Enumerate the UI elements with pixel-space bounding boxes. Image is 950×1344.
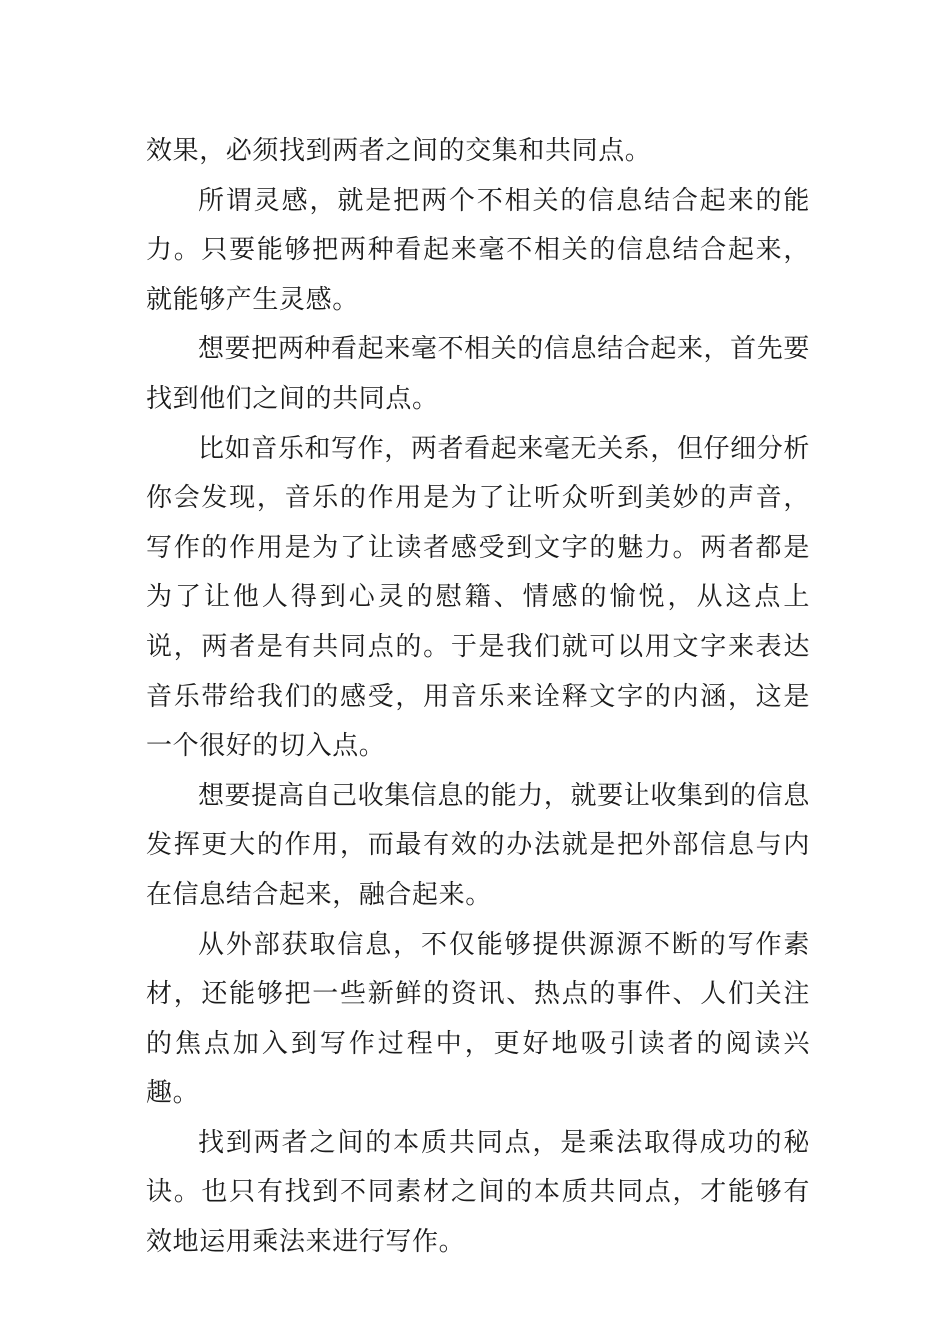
paragraph-common-ground: 想要把两种看起来毫不相关的信息结合起来，首先要找到他们之间的共同点。 [146, 334, 810, 414]
document-body [146, 127, 810, 1268]
paragraph-music-writing-example: 比如音乐和写作，两者看起来毫无关系，但仔细分析你会发现，音乐的作用是为了让听众听到美妙的声音，写作的作用是为了让读者感受到文字的魅力。两者都是为了让他人得到心灵的慰籍、情感的愉悦，从这点上说，两者是有共同点的。于是我们就可以用文字来表达音乐带给我们的感受，用音乐来诠释文字的内涵，这是一个很好的切入点。 [146, 433, 810, 762]
paragraph-inspiration: 所谓灵感，就是把两个不相关的信息结合起来的能力。只要能够把两种看起来毫不相关的信息结合起来，就能够产生灵感。 [146, 185, 810, 315]
paragraph-continuation: 效果，必须找到两者之间的交集和共同点。 [146, 136, 652, 166]
paragraph-conclusion: 找到两者之间的本质共同点，是乘法取得成功的秘诀。也只有找到不同素材之间的本质共同点，才能够有效地运用乘法来进行写作。 [146, 1127, 810, 1258]
paragraph-information-collection: 想要提高自己收集信息的能力，就要让收集到的信息发挥更大的作用，而最有效的办法就是把外部信息与内在信息结合起来，融合起来。 [146, 780, 810, 910]
paragraph-external-information: 从外部获取信息，不仅能够提供源源不断的写作素材，还能够把一些新鲜的资讯、热点的事件、人们关注的焦点加入到写作过程中，更好地吸引读者的阅读兴趣。 [146, 929, 810, 1109]
